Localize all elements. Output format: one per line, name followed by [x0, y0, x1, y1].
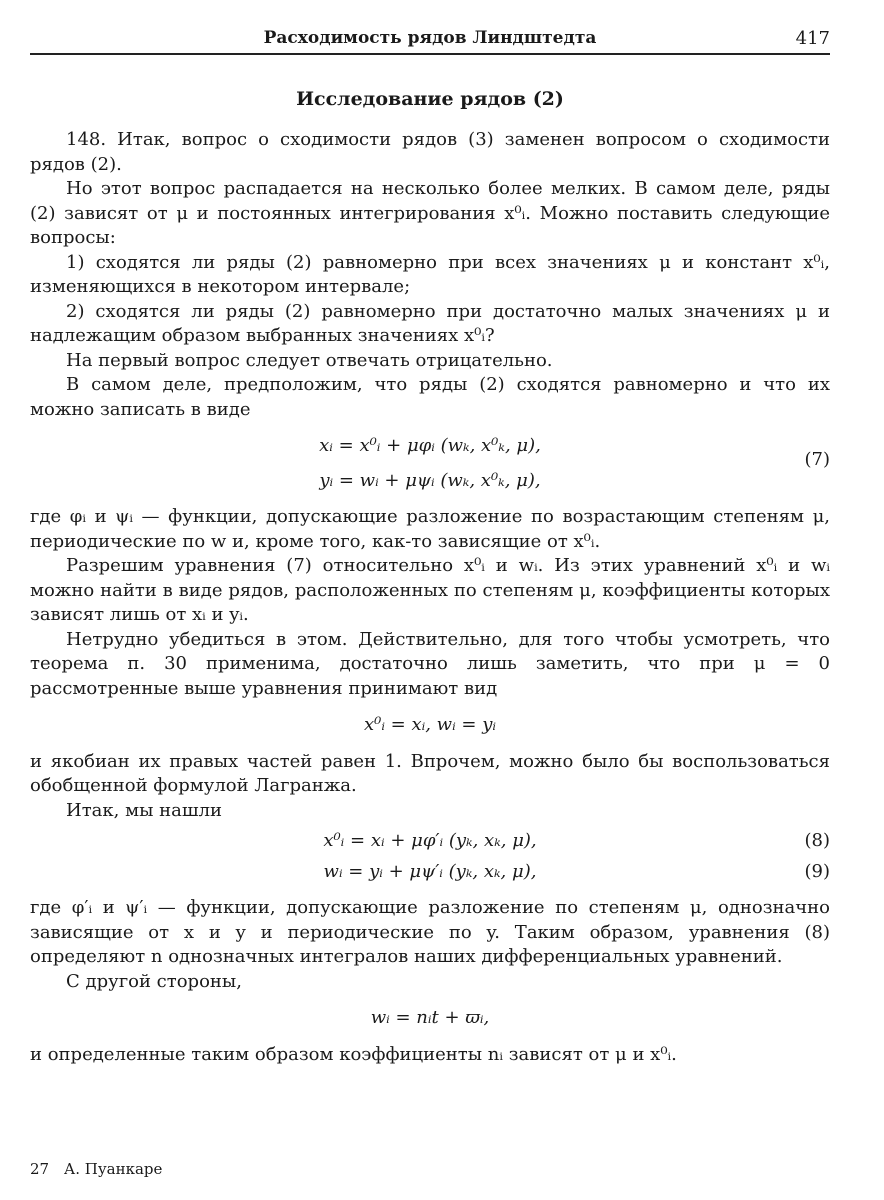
paragraph: и якобиан их правых частей равен 1. Впрочем, можно было бы воспользоваться обобщенной формулой Лагранжа. [30, 750, 830, 796]
paragraph: 148. Итак, вопрос о сходимости рядов (3) заменен вопросом о сходимости рядов (2). [30, 129, 830, 175]
main-text [30, 128, 830, 1067]
page-number: 417 [795, 28, 830, 49]
equation-frequency [30, 1006, 830, 1031]
equation-number: (9) [804, 860, 830, 882]
signature-number: 27 [30, 1160, 50, 1178]
equation-7b: yᵢ = wᵢ + μψᵢ (wₖ, x⁰ₖ, μ), [319, 469, 541, 491]
equation-7a: xᵢ = x⁰ᵢ + μφᵢ (wₖ, x⁰ₖ, μ), [319, 435, 541, 456]
signature-footer [30, 1160, 162, 1178]
signature-text: А. Пуанкаре [63, 1160, 163, 1178]
paragraph: С другой стороны, [66, 970, 242, 992]
running-title: Расходимость рядов Линдштедта [263, 28, 597, 48]
section-title: Исследование рядов (2) [296, 88, 564, 110]
equation-8 [30, 829, 830, 854]
equation-text: wᵢ = nᵢt + ϖᵢ, [370, 1007, 490, 1028]
paragraph: где φ′ᵢ и ψ′ᵢ — функции, допускающие разложение по степеням μ, однозначно зависящие от x и y и периодические по y. Таким образом, уравнения (8) определяют n однозначных интегралов наших дифференциальных уравнений. [30, 897, 830, 967]
paragraph: 1) сходятся ли ряды (2) равномерно при всех значениях μ и констант x⁰ᵢ, изменяющихся в некотором интервале; [30, 251, 830, 297]
paragraph: Но этот вопрос распадается на несколько более мелких. В самом деле, ряды (2) зависят от μ и постоянных интегрирования x⁰ᵢ. Можно поставить следующие вопросы: [30, 178, 830, 248]
running-header [30, 26, 830, 52]
equation-text: x⁰ᵢ = xᵢ, wᵢ = yᵢ [363, 714, 497, 735]
paragraph: Итак, мы нашли [66, 799, 223, 821]
paragraph: В самом деле, предположим, что ряды (2) сходятся равномерно и что их можно записать в виде [30, 374, 830, 420]
equation-7 [30, 434, 830, 493]
paragraph: и определенные таким образом коэффициенты nᵢ зависят от μ и x⁰ᵢ. [30, 1043, 677, 1065]
equation-number: (8) [804, 830, 830, 851]
paragraph: Разрешим уравнения (7) относительно x⁰ᵢ и wᵢ. Из этих уравнений x⁰ᵢ и wᵢ можно найти в виде рядов, расположенных по степеням μ, коэффициенты которых зависят лишь от xᵢ и yᵢ. [30, 555, 830, 625]
equation-9 [30, 860, 830, 885]
paragraph: где φᵢ и ψᵢ — функции, допускающие разложение по возрастающим степеням μ, периодические по w и, кроме того, как-то зависящие от x⁰ᵢ. [30, 506, 830, 552]
paragraph: На первый вопрос следует отвечать отрицательно. [66, 349, 553, 371]
equation-inverse [30, 713, 830, 738]
equation-text: wᵢ = yᵢ + μψ′ᵢ (yₖ, xₖ, μ), [323, 860, 537, 882]
paragraph: 2) сходятся ли ряды (2) равномерно при достаточно малых значениях μ и надлежащим образом выбранных значениях x⁰ᵢ? [30, 300, 830, 346]
paragraph: Нетрудно убедиться в этом. Действительно, для того чтобы усмотреть, что теорема п. 30 применима, достаточно лишь заметить, что при μ = 0 рассмотренные выше уравнения принимают вид [30, 628, 830, 699]
header-rule [30, 53, 830, 55]
equation-text: x⁰ᵢ = xᵢ + μφ′ᵢ (yₖ, xₖ, μ), [323, 830, 537, 851]
equation-number: (7) [804, 449, 830, 470]
